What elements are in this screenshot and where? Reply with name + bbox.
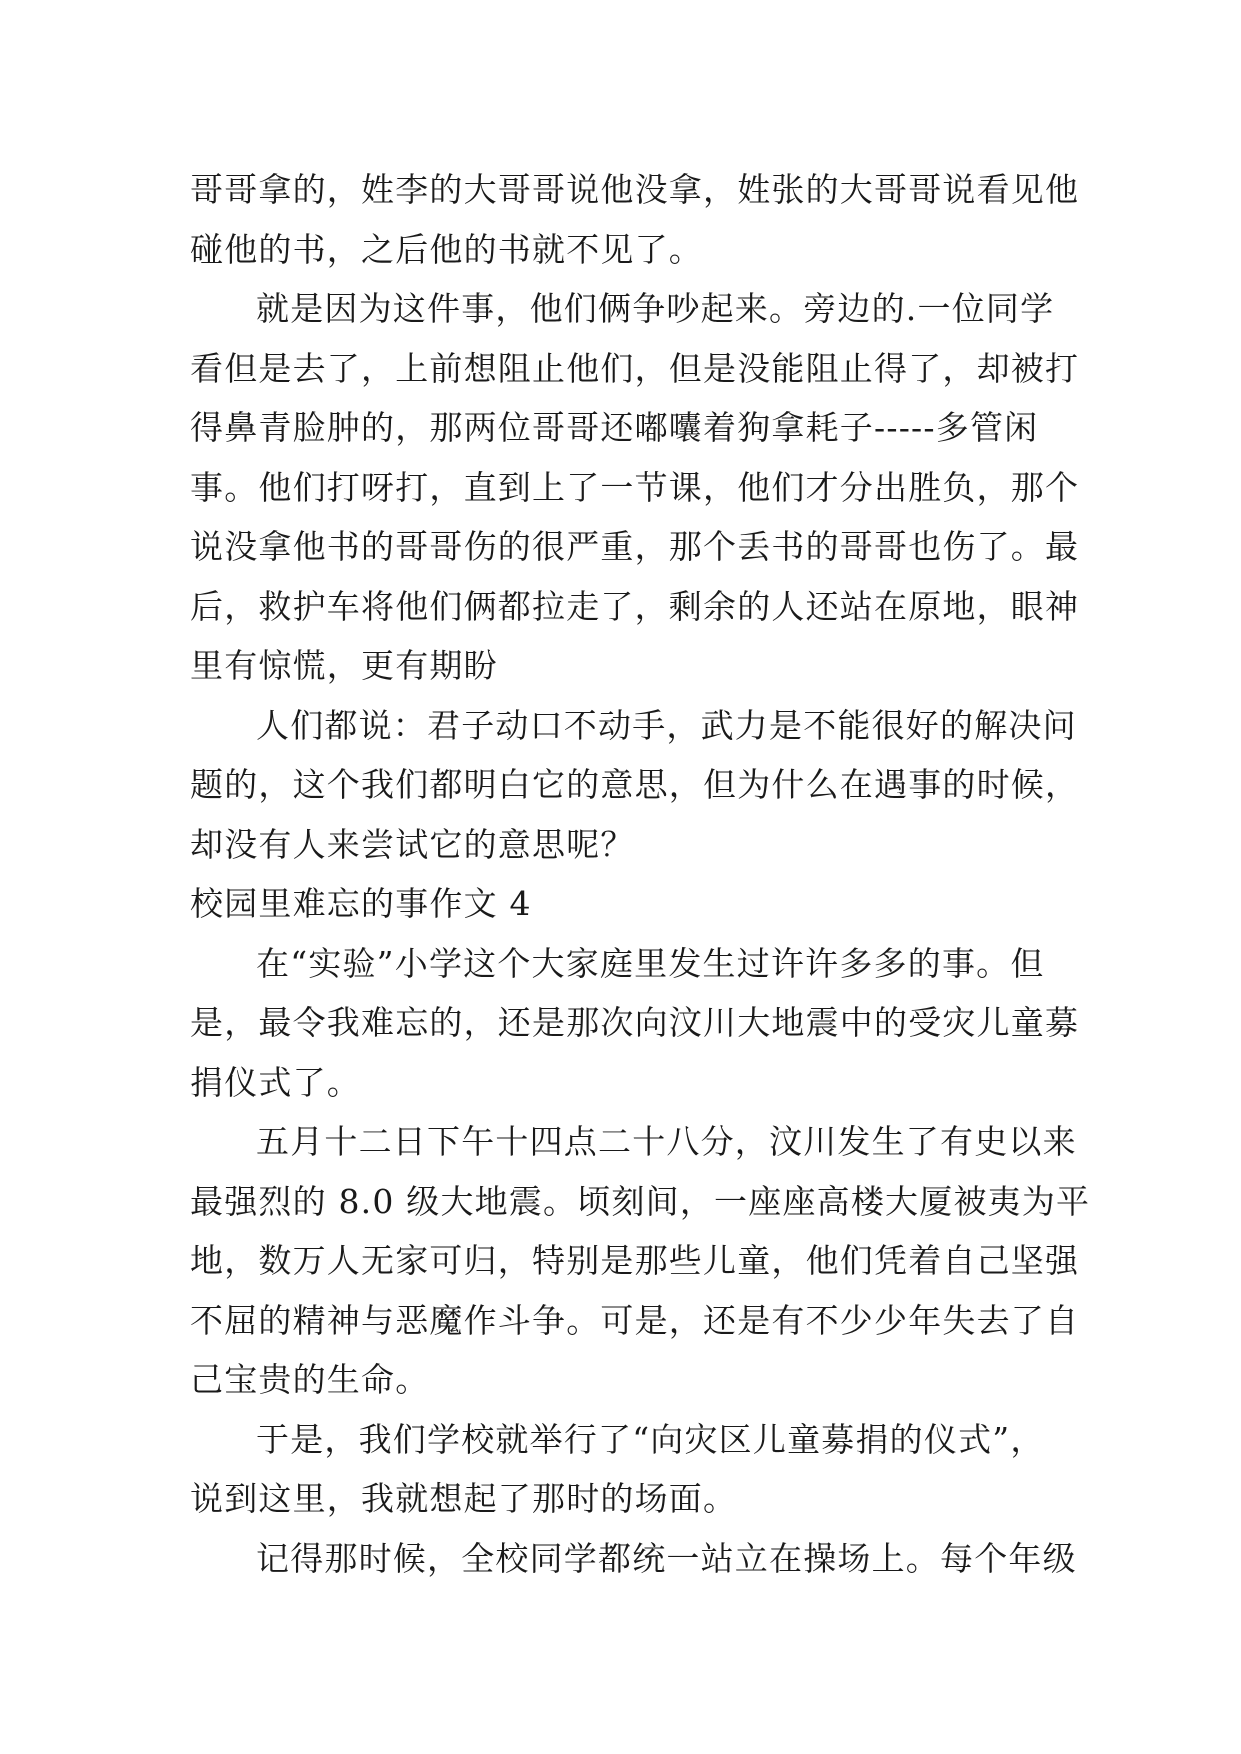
text-line: 说没拿他书的哥哥伤的很严重，那个丢书的哥哥也伤了。最 [190, 527, 1080, 566]
paragraph-start-line: 五月十二日下午十四点二十八分，汶川发生了有史以来 [256, 1122, 1077, 1161]
text-line: 却没有人来尝试它的意思呢？ [190, 824, 635, 864]
section-heading: 校园里难忘的事作文 4 [190, 884, 532, 923]
paragraph-start-line: 在“实验”小学这个大家庭里发生过许许多多的事。但 [256, 943, 1045, 983]
paragraph-start-line: 于是，我们学校就举行了“向灾区儿童募捐的仪式”， [256, 1419, 1045, 1459]
text-line: 里有惊慌，更有期盼 [190, 646, 498, 685]
text-line: 不屈的精神与恶魔作斗争。可是，还是有不少少年失去了自 [190, 1300, 1080, 1340]
text-line: 最强烈的 8.0 级大地震。顷刻间，一座座高楼大厦被夷为平 [190, 1181, 1091, 1221]
text-line: 看但是去了，上前想阻止他们，但是没能阻止得了，却被打 [190, 348, 1080, 388]
text-line: 得鼻青脸肿的，那两位哥哥还嘟囔着狗拿耗子-----多管闲 [190, 408, 1039, 447]
paragraph-start-line: 人们都说：君子动口不动手，武力是不能很好的解决问 [256, 705, 1077, 745]
text-line: 事。他们打呀打，直到上了一节课，他们才分出胜负，那个 [190, 467, 1080, 507]
text-line: 捐仪式了。 [190, 1062, 361, 1102]
text-line: 碰他的书，之后他的书就不见了。 [190, 229, 703, 269]
text-line: 是，最令我难忘的，还是那次向汶川大地震中的受灾儿童募 [190, 1003, 1080, 1042]
paragraph-start-line: 就是因为这件事，他们俩争吵起来。旁边的.一位同学 [256, 289, 1055, 328]
text-line: 地，数万人无家可归，特别是那些儿童，他们凭着自己坚强 [190, 1241, 1080, 1280]
paragraph-start-line: 记得那时候，全校同学都统一站立在操场上。每个年级 [256, 1538, 1077, 1578]
text-line: 后，救护车将他们俩都拉走了，剩余的人还站在原地，眼神 [190, 586, 1080, 626]
document-body [190, 160, 1091, 1588]
text-line: 题的，这个我们都明白它的意思，但为什么在遇事的时候， [190, 765, 1080, 804]
text-line: 哥哥拿的，姓李的大哥哥说他没拿，姓张的大哥哥说看见他 [190, 170, 1080, 209]
text-line: 说到这里，我就想起了那时的场面。 [190, 1479, 738, 1518]
text-line: 己宝贵的生命。 [190, 1360, 430, 1399]
